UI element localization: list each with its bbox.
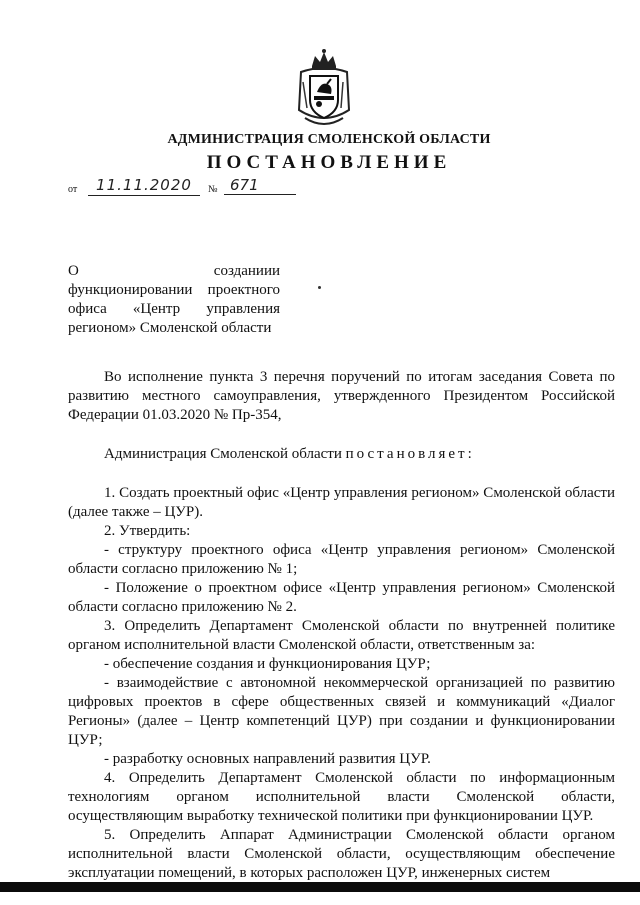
scan-bottom-edge [0,882,640,892]
item-5: 5. Определить Аппарат Администрации Смоленской области органом исполнительной власти Смоленской области, осуществляющим обеспечение эксплуатации помещений, в которых расположен ЦУР, инженерных систем [68,827,615,881]
coat-of-arms-emblem [295,48,353,128]
item-3c: - разработку основных направлений развития ЦУР. [104,751,431,767]
document-date: 11.11.2020 [88,176,200,196]
document-body [68,368,615,883]
decree-paragraph [68,445,615,464]
document-subject [68,262,280,338]
subject-line: О созданиии [68,263,280,279]
item-2: 2. Утвердить: [104,523,191,539]
number-prefix: № [208,184,218,195]
subject-line: функционировании проектного [68,282,280,298]
preamble-paragraph: Во исполнение пункта 3 перечня поручений по итогам заседания Совета по развитию местного самоуправления, утвержденного Президентом Российской Федерации 01.03.2020 № Пр-354, [68,369,615,423]
item-4: 4. Определить Департамент Смоленской области по информационным технологиям органом исполнительной власти Смоленской области, осуществляющим выработку технической политики при функционировании ЦУР. [68,770,615,824]
subject-line: офиса «Центр управления [68,301,280,317]
document-type-title: ПОСТАНОВЛЕНИЕ [206,152,452,173]
item-3b: - взаимодействие с автономной некоммерческой организацией по развитию цифровых проектов в сфере общественных связей и коммуникаций «Диалог Регионы» (далее – Центр компетенций ЦУР) при создании и функционировании ЦУР; [68,675,615,748]
date-prefix: от [68,184,78,195]
item-3: 3. Определить Департамент Смоленской области по внутренней политике органом исполнительной власти Смоленской области, ответственным за: [68,618,615,653]
subject-line: регионом» Смоленской области [68,320,272,336]
item-3a: - обеспечение создания и функционирования ЦУР; [104,656,431,672]
document-number: 671 [224,176,296,195]
item-2b: - Положение о проектном офисе «Центр управления регионом» Смоленской области согласно приложению № 2. [68,580,615,615]
decree-verb: постановляет: [345,446,475,462]
item-1: 1. Создать проектный офис «Центр управления регионом» Смоленской области (далее также – ЦУР). [68,485,615,520]
dateline [68,176,328,200]
organization-name: АДМИНИСТРАЦИЯ СМОЛЕНСКОЙ ОБЛАСТИ [167,132,491,147]
item-2a: - структуру проектного офиса «Центр управления регионом» Смоленской области согласно приложению № 1; [68,542,615,577]
decree-intro: Администрация Смоленской области [104,446,342,462]
stray-mark [318,286,321,289]
